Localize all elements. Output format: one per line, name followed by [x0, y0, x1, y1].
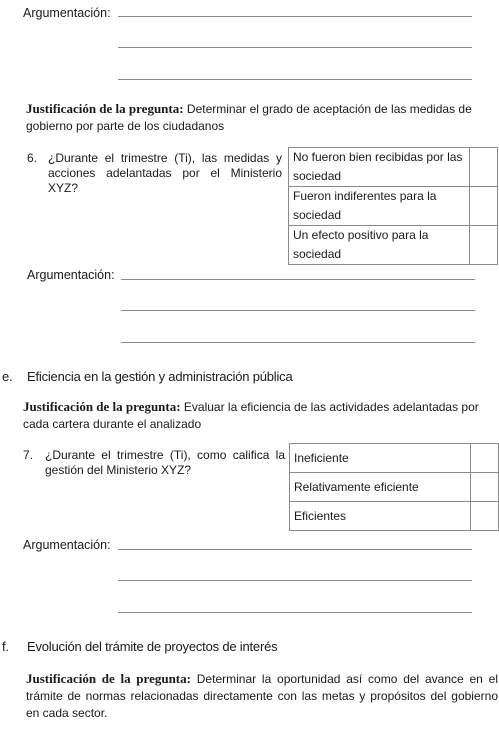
- option-checkbox[interactable]: [470, 187, 498, 226]
- option-row: [289, 187, 498, 226]
- answer-line[interactable]: [121, 279, 475, 280]
- options-table-q6: [288, 147, 498, 265]
- question-text: ¿Durante el trimestre (Ti), las medidas y acciones adelantadas por el Ministerio XYZ?: [48, 151, 282, 195]
- option-row: [289, 226, 498, 265]
- option-row: [289, 148, 498, 187]
- section-title: Eficiencia en la gestión y administración pública: [27, 369, 293, 384]
- justification-paragraph: [23, 398, 499, 433]
- answer-line[interactable]: [121, 342, 475, 343]
- answer-line[interactable]: [118, 47, 472, 48]
- justification-text: Determinar la oportunidad así como del avance en el trámite de normas relacionadas directamente con las metas y propósitos del gobierno en cada sector.: [26, 672, 498, 720]
- option-checkbox[interactable]: [471, 502, 499, 531]
- justification-paragraph: [26, 100, 498, 135]
- option-label: Eficientes: [290, 502, 471, 531]
- option-checkbox[interactable]: [470, 226, 498, 265]
- justification-heading: Justificación de la pregunta:: [26, 671, 191, 686]
- justification-heading: Justificación de la pregunta:: [23, 399, 181, 414]
- justification-paragraph: [26, 670, 498, 722]
- answer-line[interactable]: [118, 612, 472, 613]
- section-letter: f.: [2, 639, 9, 654]
- answer-line[interactable]: [118, 16, 472, 17]
- option-row: [290, 502, 499, 531]
- option-label: Ineficiente: [290, 444, 471, 473]
- answer-line[interactable]: [118, 580, 472, 581]
- question-number: 7.: [23, 448, 34, 462]
- question-text: ¿Durante el trimestre (Ti), como califica la gestión del Ministerio XYZ?: [45, 448, 285, 477]
- option-label: Relativamente eficiente: [290, 473, 471, 502]
- justification-text: Evaluar la eficiencia de las actividades adelantadas por cada cartera durante el analizado: [23, 400, 479, 431]
- justification-text: Determinar el grado de aceptación de las medidas de gobierno por parte de los ciudadanos: [26, 102, 472, 133]
- answer-line[interactable]: [121, 310, 475, 311]
- section-title: Evolución del trámite de proyectos de interés: [27, 639, 278, 654]
- answer-line[interactable]: [118, 549, 472, 550]
- section-letter: e.: [2, 369, 13, 384]
- justification-heading: Justificación de la pregunta:: [26, 101, 184, 116]
- option-label: Un efecto positivo para la sociedad: [289, 226, 470, 265]
- option-row: [290, 473, 499, 502]
- option-label: No fueron bien recibidas por las sociedad: [289, 148, 470, 187]
- argumentation-label: Argumentación:: [23, 6, 111, 20]
- option-checkbox[interactable]: [471, 444, 499, 473]
- option-label: Fueron indiferentes para la sociedad: [289, 187, 470, 226]
- question-number: 6.: [27, 151, 38, 165]
- argumentation-label: Argumentación:: [23, 538, 111, 552]
- option-checkbox[interactable]: [470, 148, 498, 187]
- option-checkbox[interactable]: [471, 473, 499, 502]
- options-table-q7: [289, 443, 499, 531]
- answer-line[interactable]: [118, 79, 472, 80]
- argumentation-label: Argumentación:: [27, 268, 115, 282]
- option-row: [290, 444, 499, 473]
